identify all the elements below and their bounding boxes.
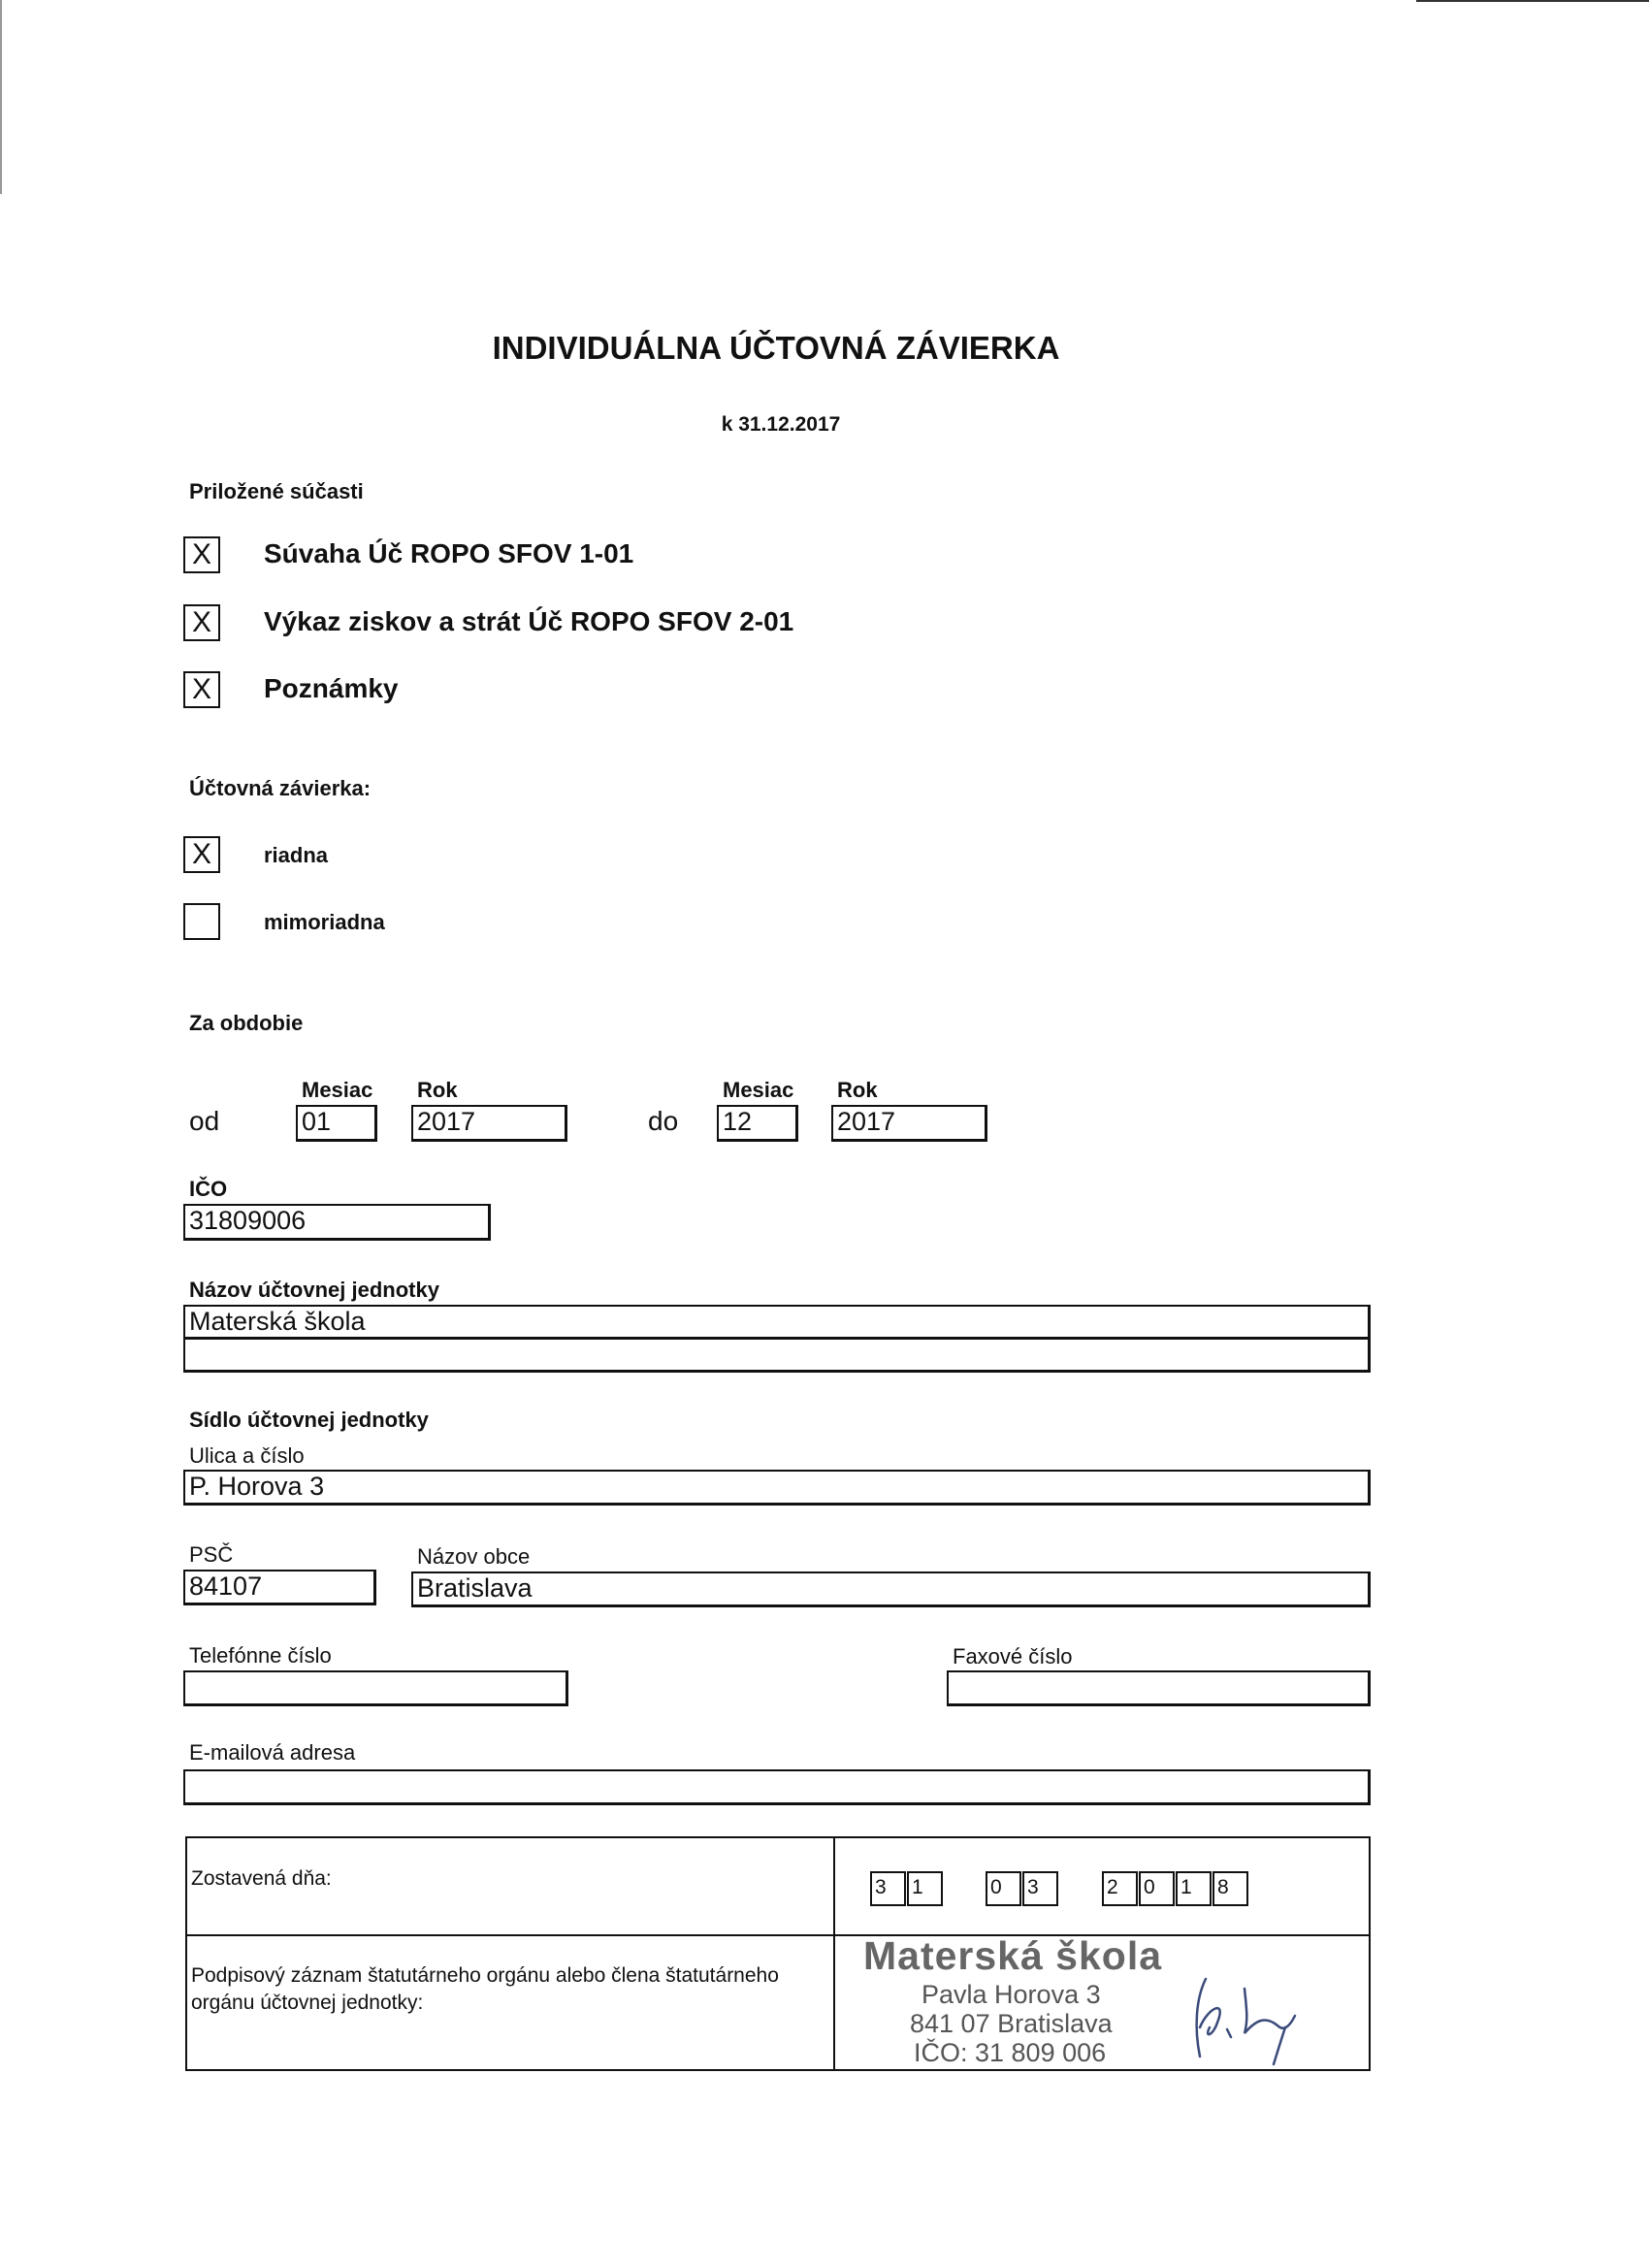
city-label: Názov obce: [417, 1544, 531, 1569]
checkbox-suvaha[interactable]: X: [183, 536, 220, 573]
psc-label: PSČ: [189, 1542, 234, 1567]
compiled-month-digit-1[interactable]: 0: [986, 1871, 1021, 1906]
ico-label: IČO: [189, 1177, 228, 1201]
city-field[interactable]: Bratislava: [411, 1571, 1371, 1607]
seat-heading: Sídlo účtovnej jednotky: [189, 1408, 429, 1432]
fax-label: Faxové číslo: [953, 1644, 1073, 1669]
checkbox-mimoriadna-label: mimoriadna: [264, 910, 385, 934]
checkbox-poznamky[interactable]: X: [183, 671, 220, 708]
checkbox-suvaha-label: Súvaha Úč ROPO SFOV 1-01: [264, 538, 634, 568]
checkbox-vykaz-label: Výkaz ziskov a strát Úč ROPO SFOV 2-01: [264, 606, 794, 636]
document-date: k 31.12.2017: [721, 413, 841, 436]
scan-edge-left: [0, 0, 2, 194]
compiled-date-label: Zostavená dňa:: [191, 1867, 332, 1890]
signature-table-divider-vertical: [833, 1836, 835, 2071]
document-title: INDIVIDUÁLNA ÚČTOVNÁ ZÁVIERKA: [492, 330, 1060, 366]
checkbox-vykaz[interactable]: X: [183, 604, 220, 641]
from-month-field[interactable]: 01: [296, 1105, 377, 1142]
attachments-heading: Priložené súčasti: [189, 479, 364, 503]
email-field[interactable]: [183, 1769, 1371, 1805]
street-label: Ulica a číslo: [189, 1443, 305, 1468]
entity-name-field-line1[interactable]: Materská škola: [183, 1305, 1371, 1340]
checkbox-mimoriadna[interactable]: [183, 903, 220, 940]
scan-edge-top: [1416, 0, 1649, 2]
entity-name-label: Názov účtovnej jednotky: [189, 1278, 439, 1302]
from-label: od: [189, 1106, 220, 1136]
street-field[interactable]: P. Horova 3: [183, 1470, 1371, 1506]
from-year-label: Rok: [417, 1078, 458, 1102]
compiled-year-digit-2[interactable]: 0: [1139, 1871, 1175, 1906]
from-year-field[interactable]: 2017: [411, 1105, 567, 1142]
psc-field[interactable]: 84107: [183, 1570, 376, 1605]
compiled-day-digit-1[interactable]: 3: [870, 1871, 906, 1906]
compiled-year-digit-1[interactable]: 2: [1102, 1871, 1138, 1906]
signature-label-line2: orgánu účtovnej jednotky:: [191, 1992, 424, 2014]
ico-field[interactable]: 31809006: [183, 1204, 491, 1241]
compiled-month-digit-2[interactable]: 3: [1022, 1871, 1058, 1906]
stamp-line-city: 841 07 Bratislava: [910, 2009, 1113, 2038]
entity-name-field-line2[interactable]: [183, 1338, 1371, 1373]
checkbox-poznamky-label: Poznámky: [264, 673, 399, 703]
compiled-year-digit-4[interactable]: 8: [1212, 1871, 1248, 1906]
signature-label-line1: Podpisový záznam štatutárneho orgánu alebo člena štatutárneho: [191, 1964, 779, 1987]
phone-field[interactable]: [183, 1670, 568, 1706]
stamp-line-name: Materská škola: [863, 1933, 1163, 1978]
signature-table-divider-horizontal: [185, 1934, 1371, 1936]
to-month-label: Mesiac: [723, 1078, 794, 1102]
stamp-line-ico: IČO: 31 809 006: [914, 2038, 1107, 2067]
phone-label: Telefónne číslo: [189, 1643, 332, 1668]
checkbox-riadna-label: riadna: [264, 843, 329, 867]
period-heading: Za obdobie: [189, 1011, 304, 1035]
compiled-year-digit-3[interactable]: 1: [1176, 1871, 1212, 1906]
statement-type-heading: Účtovná závierka:: [189, 776, 372, 800]
to-year-label: Rok: [837, 1078, 878, 1102]
to-year-field[interactable]: 2017: [831, 1105, 987, 1142]
to-label: do: [648, 1106, 679, 1136]
stamp-line-street: Pavla Horova 3: [922, 1980, 1101, 2009]
email-label: E-mailová adresa: [189, 1740, 356, 1765]
handwritten-signature: [1188, 1960, 1305, 2066]
checkbox-riadna[interactable]: X: [183, 836, 220, 873]
from-month-label: Mesiac: [302, 1078, 373, 1102]
compiled-day-digit-2[interactable]: 1: [907, 1871, 943, 1906]
to-month-field[interactable]: 12: [717, 1105, 798, 1142]
fax-field[interactable]: [947, 1670, 1371, 1706]
